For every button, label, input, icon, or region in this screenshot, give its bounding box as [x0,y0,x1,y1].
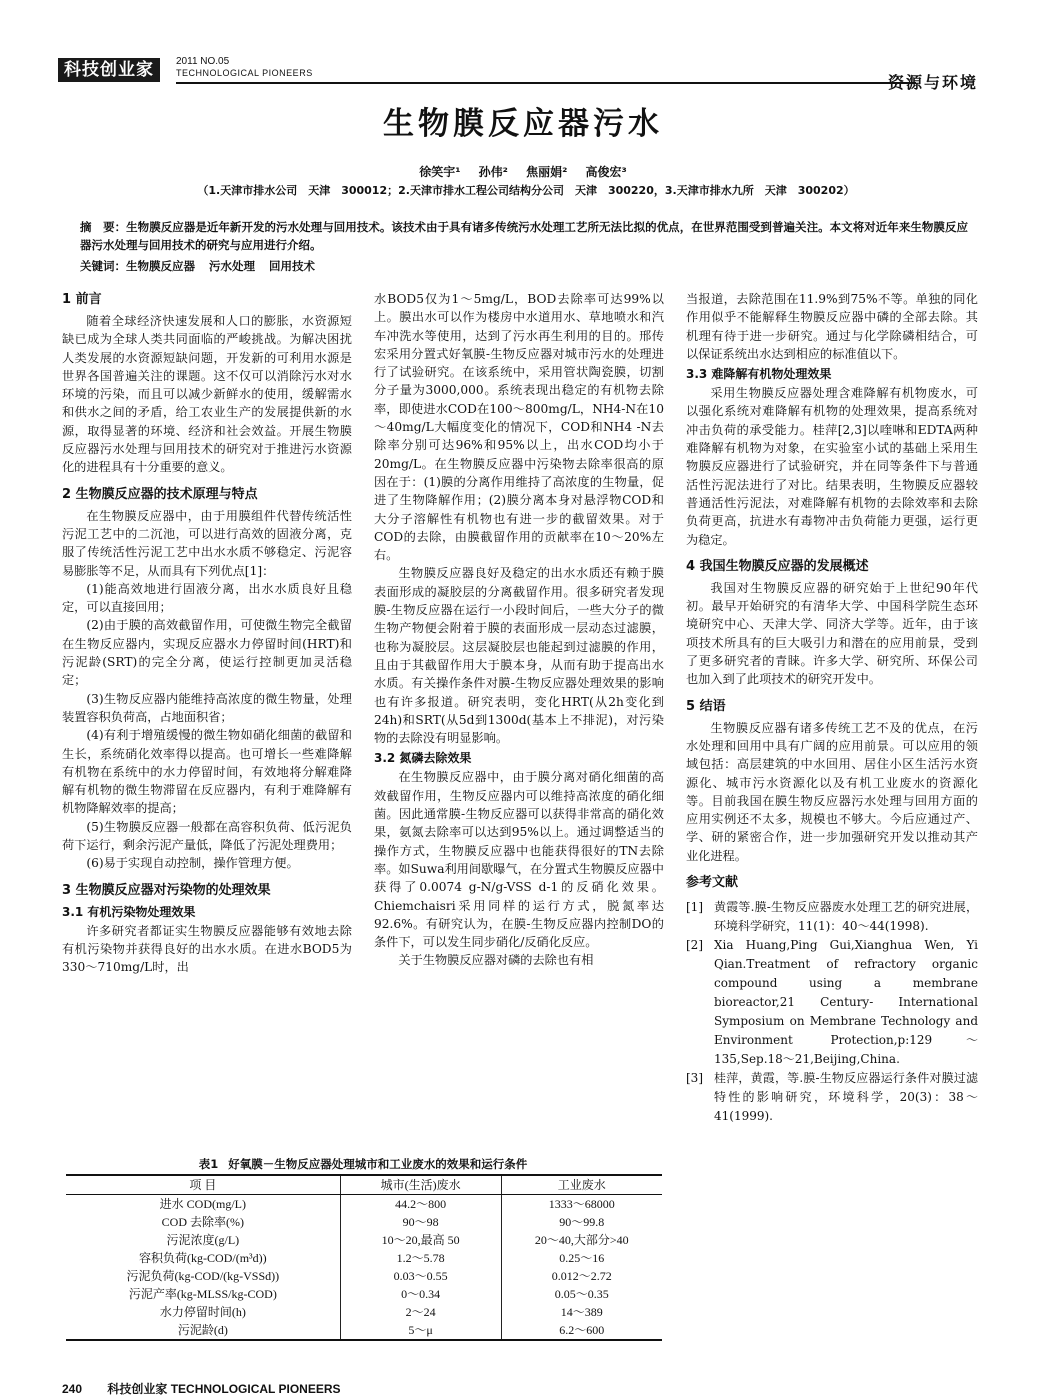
table-cell: COD 去除率(%) [161,1215,244,1229]
table-row [66,1195,662,1214]
table-cell: 0.03～0.55 [340,1267,501,1285]
subsection-heading: 3.2 氮磷去除效果 [374,751,472,766]
table-caption: 表1 好氧膜－生物反应器处理城市和工业废水的效果和运行条件 [198,1157,528,1171]
table-row [66,1267,662,1285]
results-table [66,1174,662,1341]
reference-text: 桂萍，黄霞，等.膜-生物反应器运行条件对膜过滤特性的影响研究，环境科学，20(3)：38～41(1999). [714,1071,978,1124]
table-cell: 0.05～0.35 [501,1285,662,1303]
table-cell: 0.25～16 [501,1249,662,1267]
paragraph: (4)有利于增殖缓慢的微生物如硝化细菌的截留和生长，系统硝化效率得以提高。也可增长一些难降解有机物在系统中的水力停留时间，有效地将分解难降解有机物的微生物滞留在反应器内，有利于难降解有机物降解效率的提高； [62,728,352,816]
table-cell: 污泥龄(d) [177,1323,228,1337]
paragraph: 关于生物膜反应器对磷的去除也有相 [398,953,594,968]
page-number: 240 [62,1382,83,1396]
page-footer [62,1381,341,1397]
footer-journal-name: 科技创业家 TECHNOLOGICAL PIONEERS [107,1382,341,1396]
paragraph: 生物膜反应器有诸多传统工艺不及的优点，在污水处理和回用中具有广阔的应用前景。可以应用的领域包括：高层建筑的中水回用、居住小区生活污水资源化、城市污水资源化以及有机工业废水的资源化等。目前我国在膜生物反应器污水处理与回用方面的应用实例还不太多，规模也不够大。今后应通过产、学、研的紧密合作，进一步加强研究开发以推动其产业化进程。 [686,720,978,863]
table-cell: 0～0.34 [340,1285,501,1303]
table-cell: 污泥负荷(kg-COD/(kg-VSSd)) [126,1269,280,1283]
paragraph: (2)由于膜的高效截留作用，可使微生物完全截留在生物反应器内，实现反应器水力停留时间(HRT)和污泥龄(SRT)的完全分离，使运行控制更加灵活稳定； [62,618,352,688]
paragraph: 我国对生物膜反应器的研究始于上世纪90年代初。最早开始研究的有清华大学、中国科学院生态环境研究中心、天津大学、同济大学等。近年，由于该项技术所具有的巨大吸引力和潜在的应用前景，受到了更多研究者的青睐。许多大学、研究所、环保公司也加入到了此项技术的研究开发中。 [686,580,978,687]
journal-logo: 科技创业家 [58,58,160,82]
table-row [66,1321,662,1340]
section-heading: 3 生物膜反应器对污染物的处理效果 [62,882,271,898]
table-cell: 进水 COD(mg/L) [159,1197,246,1211]
table-cell: 10～20,最高 50 [340,1231,501,1249]
paragraph: 水BOD5仅为1～5mg/L，BOD去除率可达99%以上。膜出水可以作为楼房中水道用水、草地喷水和汽车冲洗水等使用，达到了污水再生利用的目的。邢传宏采用分置式好氧膜-生物反应器对城市污水的处理进行了试验研究。在该系统中，采用管状陶瓷膜，切割分子量为3000,000。系统表现出稳定的有机物去除率，即使进水COD在100～800mg/L，NH4-N在10～40mg/L大幅度变化的情况下，COD和NH4 -N去除率分别可达96%和95%以上，出水COD均小于20mg/L。在生物膜反应器中污染物去除率很高的原因在于：(1)膜的分离作用维持了高浓度的生物量，促进了生物降解作用；(2)膜分离本身对悬浮物COD和大分子溶解性有机物也有进一步的截留效果。对于COD的去除，由膜截留作用的贡献率在10～20%左右。 [374,292,664,563]
paragraph: (3)生物反应器内能维持高浓度的微生物量，处理装置容积负荷高，占地面积省； [62,691,352,724]
reference-text: 黄霞等.膜-生物反应器废水处理工艺的研究进展，环境科学研究，11(1)：40～44(1998). [714,900,978,934]
paragraph: 采用生物膜反应器处理含难降解有机物废水，可以强化系统对难降解有机物的处理效果，提高系统对冲击负荷的承受能力。桂萍[2,3]以喹啉和EDTA两种难降解有机物为对象，在实验室小试的基础上采用生物膜反应器进行了试验研究，并在同等条件下与普通活性污泥法进行了对比。结果表明，生物膜反应器较普通活性污泥法，对难降解有机物的去除效率和去除负荷更高，抗进水有毒物冲击负荷能力更强，运行更为稳定。 [686,386,978,547]
table-cell: 污泥产率(kg-MLSS/kg-COD) [128,1287,277,1301]
table-cell: 44.2～800 [340,1195,501,1214]
paragraph: 生物膜反应器良好及稳定的出水水质还有赖于膜表面形成的凝胶层的分离截留作用。很多研究者发现膜-生物反应器在运行一小段时间后，一些大分子的微生物产物便会附着于膜的表面形成一层动态过滤膜，也称为凝胶层。这层凝胶层也能起到过滤膜的作用，且由于其截留作用大于膜本身，从而有助于提高出水水质。有关操作条件对膜-生物反应器处理效果的影响也有许多报道。研究表明，变化HRT(从2h变化到24h)和SRT(从5d到1300d(基本上不排泥)，对污染物的去除没有明显影响。 [374,566,664,746]
section-heading: 4 我国生物膜反应器的发展概述 [686,558,869,574]
table-cell: 0.012～2.72 [501,1267,662,1285]
paragraph: 在生物膜反应器中，由于膜分离对硝化细菌的高效截留作用，生物反应器内可以维持高浓度的硝化细菌。因此通常膜-生物反应器可以获得非常高的硝化效果，氨氮去除率可以达到95%以上。通过调整适当的操作方式，生物膜反应器中也能获得很好的TN去除率。如Suwa利用间歇曝气，在分置式生物膜反应器中获得了0.0074 g-N/g-VSS d-1的反硝化效果。Chiemchaisri采用同样的运行方式，脱氮率达92.6%。有研究认为，在膜-生物反应器内控制DO的条件下，可以发生同步硝化/反硝化反应。 [374,770,664,950]
table-cell: 90～99.8 [501,1213,662,1231]
affiliations: （1.天津市排水公司 天津 300012；2.天津市排水工程公司结构分公司 天津 300220，3.天津市排水九所 天津 300202） [197,184,855,197]
reference-number: [2] [686,938,703,953]
table-cell: 1333～68000 [501,1195,662,1214]
section-heading: 1 前言 [62,292,102,307]
keywords: 关键词：生物膜反应器 污水处理 回用技术 [80,259,316,273]
reference-number: [1] [686,900,703,915]
author-list: 徐笑宇¹ 孙伟² 焦丽娟² 高俊宏³ [419,165,627,179]
paragraph: (1)能高效地进行固液分离，出水水质良好且稳定，可以直接回用； [62,581,352,615]
table-header-cell: 项 目 [66,1175,340,1195]
paragraph: (5)生物膜反应器一般都在高容积负荷、低污泥负荷下运行，剩余污泥产量低，降低了污泥处理费用； [62,819,352,853]
paragraph: 随着全球经济快速发展和人口的膨胀，水资源短缺已成为全球人类共同面临的严峻挑战。为解决困扰人类发展的水资源短缺问题，开发新的可利用水源是世界各国普遍关注的课题。这不仅可以消除污水对水环境的污染，而且可以减少新鲜水的使用，缓解需水和供水之间的矛盾，给工农业生产的发展提供新的水源，取得显著的环境、经济和社会效益。开展生物膜反应器污水处理与回用技术的研究对于推进污水资源化的进程具有十分重要的意义。 [62,314,352,475]
article-title: 生物膜反应器污水 [383,106,663,142]
column-3 [686,290,978,1126]
reference-text: Xia Huang,Ping Gui,Xianghua Wen, Yi Qian.Treatment of refractory organic compound using a membrane bioreactor,21 Century- International Symposium on Membrane Technology and Environment Protection,p:129～135,Sep.18～21,Beijing,China. [714,938,978,1067]
reference-item [686,1069,978,1126]
table-row [66,1213,662,1231]
reference-list [686,898,978,1126]
subsection-heading: 3.1 有机污染物处理效果 [62,904,196,919]
section-heading: 2 生物膜反应器的技术原理与特点 [62,486,258,502]
issue-number: 2011 NO.05 [176,56,230,67]
table-cell: 14～389 [501,1303,662,1321]
paragraph: 许多研究者都证实生物膜反应器能够有效地去除有机污染物并获得良好的出水水质。在进水BOD5为330～710mg/L时，出 [62,923,352,975]
table-row [66,1285,662,1303]
table-cell: 20～40,大部分>40 [501,1231,662,1249]
table-cell: 5～μ [340,1321,501,1340]
table-cell: 90～98 [340,1213,501,1231]
references-heading: 参考文献 [686,875,739,891]
table-cell: 水力停留时间(h) [159,1305,246,1319]
table-cell: 污泥浓度(g/L) [166,1233,240,1247]
table-header-row [66,1175,662,1195]
paragraph: 当报道，去除范围在11.9%到75%不等。单独的同化作用似乎不能解释生物膜反应器中磷的全部去除。其机理有待于进一步研究。通过与化学除磷相结合，可以保证系统出水达到相应的标准值以下。 [686,292,978,361]
paragraph: (6)易于实现自动控制，操作管理方便。 [86,856,299,871]
table-header-cell: 工业废水 [501,1175,662,1195]
table-cell: 1.2～5.78 [340,1249,501,1267]
table-row [66,1249,662,1267]
column-1 [62,290,352,977]
table-row [66,1231,662,1249]
reference-number: [3] [686,1071,703,1086]
column-2 [374,290,664,970]
table-header-cell: 城市(生活)废水 [340,1175,501,1195]
section-label: 资源与环境 [887,73,978,92]
reference-item [686,898,978,936]
table-cell: 容积负荷(kg-COD/(m³d)) [139,1251,267,1265]
journal-english-name: TECHNOLOGICAL PIONEERS [176,68,313,78]
paragraph: 在生物膜反应器中，由于用膜组件代替传统活性污泥工艺中的二沉池，可以进行高效的固液分离，克服了传统活性污泥工艺中出水水质不够稳定、污泥容易膨胀等不足，从而具有下列优点[1]： [62,508,352,578]
reference-item [686,936,978,1069]
table-row [66,1303,662,1321]
section-heading: 5 结语 [686,698,726,714]
masthead [58,52,978,92]
header-rule [176,82,916,84]
abstract: 摘 要：生物膜反应器是近年新开发的污水处理与回用技术。该技术由于具有诸多传统污水处理工艺所无法比拟的优点，在世界范围受到普遍关注。本文将对近年来生物膜反应器污水处理与回用技术的研究与应用进行介绍。 [80,220,968,252]
subsection-heading: 3.3 难降解有机物处理效果 [686,367,832,382]
table-cell: 2～24 [340,1303,501,1321]
table-cell: 6.2～600 [501,1321,662,1340]
